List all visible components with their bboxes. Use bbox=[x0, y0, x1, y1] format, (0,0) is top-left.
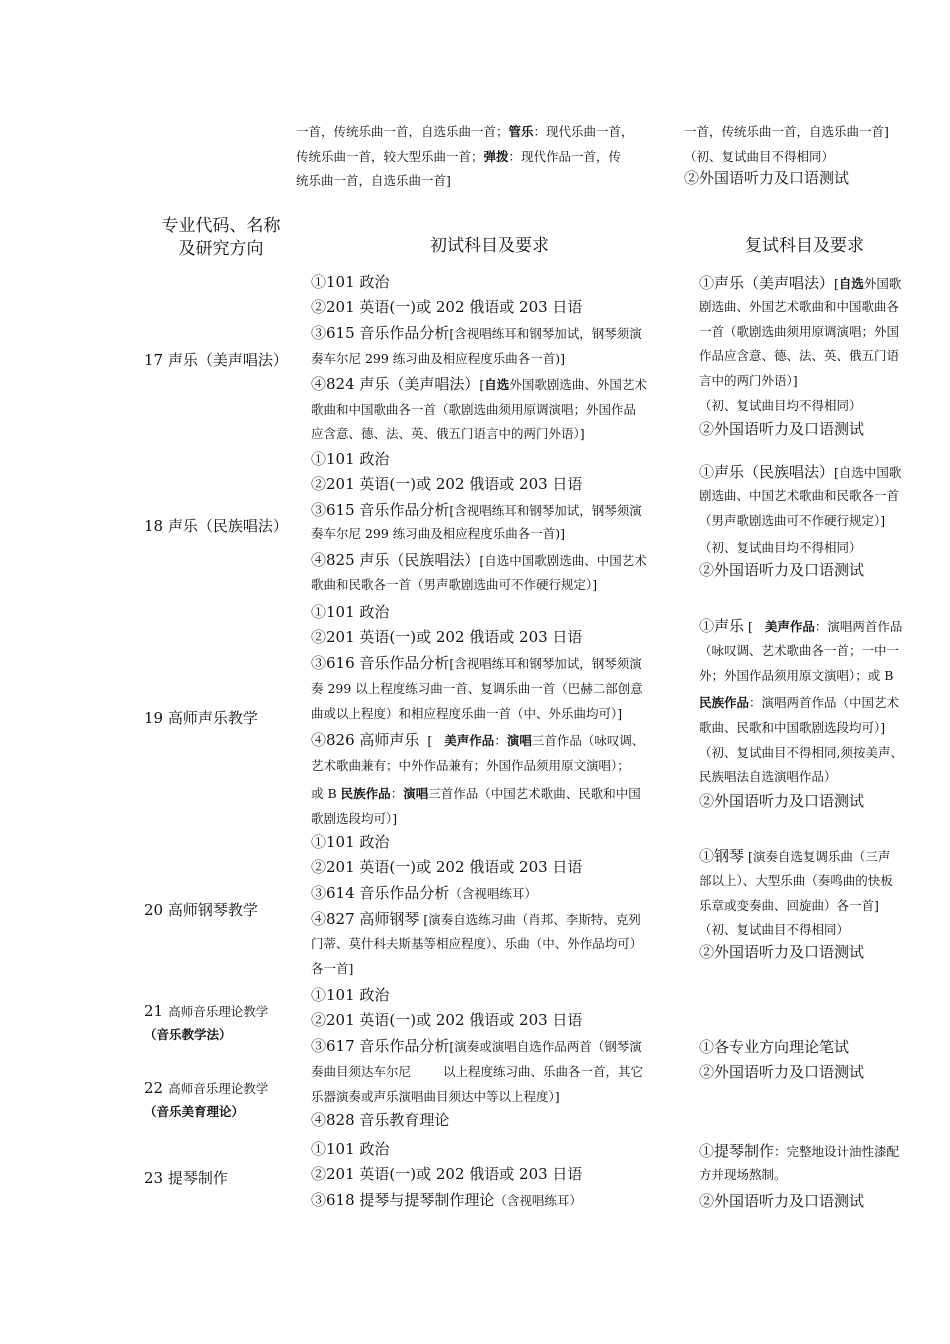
subject-note: [ bbox=[427, 733, 433, 748]
bold-label: 演唱 bbox=[403, 785, 429, 801]
subject-note-line: 乐器演奏或声乐演唱曲目须达中等以上程度）] bbox=[311, 1088, 560, 1104]
bold-label: 美声作品 bbox=[764, 619, 815, 634]
subject-note: [含视唱练耳和钢琴加试，钢琴须演 bbox=[449, 503, 642, 518]
subject-line: ①101 政治 bbox=[311, 603, 390, 621]
subject-note: （含视唱练耳） bbox=[494, 1193, 582, 1208]
text-line: 一首，传统乐曲一首，自选乐曲一首] bbox=[684, 124, 889, 139]
bold-label: 弹拨 bbox=[483, 148, 509, 164]
subject-line: ①101 政治 bbox=[311, 273, 390, 291]
major-name-18: 18 声乐（民族唱法） bbox=[144, 517, 288, 535]
retest-note-line: （初、复试曲目均不得相同） bbox=[699, 540, 862, 555]
subject-note: ：演唱两首作品（中国艺术 bbox=[749, 695, 900, 710]
subject-code: ①提琴制作 bbox=[699, 1142, 775, 1160]
subject-note: [ bbox=[834, 276, 839, 291]
subject-note-line: 门蒂、莫什科夫斯基等相应程度）、乐曲（中、外作品均可） bbox=[311, 936, 643, 951]
text-line: ②外国语听力及口语测试 bbox=[684, 169, 850, 187]
subject-code: ③618 提琴与提琴制作理论 bbox=[311, 1191, 495, 1209]
retest-subjects-17 bbox=[699, 275, 901, 437]
retest-line bbox=[699, 464, 901, 480]
subject-code: ③614 音乐作品分析 bbox=[311, 884, 450, 902]
retest-line: ②外国语听力及口语测试 bbox=[699, 419, 865, 438]
header-major bbox=[146, 218, 296, 258]
retest-line: ②外国语听力及口语测试 bbox=[699, 560, 865, 579]
major-name-line bbox=[144, 1080, 268, 1096]
subject-note: 三首作品（咏叹调、 bbox=[531, 733, 645, 748]
retest-note-line: 民族唱法自选演唱作品） bbox=[699, 769, 837, 784]
major-code: 22 bbox=[144, 1079, 164, 1097]
major-name-22 bbox=[144, 1080, 268, 1119]
major-direction: （音乐教学法） bbox=[144, 1027, 232, 1042]
major-title: 高师音乐理论教学 bbox=[168, 1004, 269, 1019]
subject-note: 外国歌 bbox=[863, 276, 902, 291]
subject-line bbox=[311, 911, 642, 927]
subject-note: [含视唱练耳和钢琴加试，钢琴须演 bbox=[449, 656, 642, 671]
bold-label: 民族作品 bbox=[340, 785, 391, 801]
subject-note: 或 B bbox=[311, 785, 337, 801]
subject-code: ③615 音乐作品分析 bbox=[311, 324, 450, 342]
retest-line bbox=[699, 1143, 899, 1159]
initial-subjects-19 bbox=[311, 605, 644, 825]
subject-note-line: 歌曲和民歌各一首（男声歌剧选曲可不作硬行规定）] bbox=[311, 576, 598, 592]
text-line bbox=[296, 126, 634, 139]
major-name-line bbox=[144, 1003, 268, 1019]
subject-line: ①101 政治 bbox=[311, 986, 390, 1004]
subject-code: ③615 音乐作品分析 bbox=[311, 501, 450, 519]
subject-code: ①钢琴 bbox=[699, 847, 745, 865]
initial-subjects-23 bbox=[311, 1142, 582, 1208]
subject-note-line: 各一首] bbox=[311, 960, 354, 976]
subject-note: 以上程度练习曲、乐曲各一首，其它 bbox=[443, 1064, 644, 1079]
bold-label: 民族作品 bbox=[699, 695, 750, 710]
header-major-line2: 及研究方向 bbox=[178, 239, 264, 259]
retest-line bbox=[699, 694, 903, 710]
subject-code: ④827 高师钢琴 bbox=[311, 910, 420, 928]
text-line: 统乐曲一首，自选乐曲一首] bbox=[296, 173, 451, 188]
subject-note-line bbox=[311, 1066, 643, 1079]
text-span: ：现代乐曲一首， bbox=[533, 124, 634, 139]
major-title: 高师音乐理论教学 bbox=[168, 1081, 269, 1096]
subject-note-line: 应含意、德、法、英、俄五门语言中的两门外语）] bbox=[311, 426, 585, 441]
subject-line: ①101 政治 bbox=[311, 1140, 390, 1158]
initial-subjects-21-22 bbox=[311, 988, 643, 1128]
retest-note-line: （男声歌剧选曲可不作硬行规定）] bbox=[699, 512, 886, 528]
subject-code: ③617 音乐作品分析 bbox=[311, 1037, 450, 1055]
subject-note-line: 奏车尔尼 299 练习曲及相应程度乐曲各一首)] bbox=[311, 351, 566, 366]
retest-note-line: （初、复试曲目均不得相同） bbox=[699, 398, 862, 413]
subject-code: ③616 音乐作品分析 bbox=[311, 654, 450, 672]
retest-line: ②外国语听力及口语测试 bbox=[699, 791, 865, 810]
retest-note-line: 言中的两门外语）] bbox=[699, 372, 798, 388]
retest-subjects-20 bbox=[699, 848, 893, 960]
retest-note-line: 剧选曲、中国艺术歌曲和民歌各一首 bbox=[699, 488, 900, 503]
retest-note-line: 歌曲、民歌和中国歌剧选段均可）] bbox=[699, 720, 886, 735]
subject-note: 三首作品（中国艺术歌曲、民歌和中国 bbox=[428, 785, 641, 801]
retest-line: ②外国语听力及口语测试 bbox=[699, 942, 865, 961]
major-name-21 bbox=[144, 1003, 268, 1042]
retest-subjects-19 bbox=[699, 618, 903, 809]
subject-note-line: 奏 299 以上程度练习曲一首、复调乐曲一首（巴赫二部创意 bbox=[311, 681, 643, 696]
subject-line bbox=[311, 552, 647, 568]
bold-label: 演唱 bbox=[506, 733, 532, 748]
subject-line: ②201 英语(一)或 202 俄语或 203 日语 bbox=[311, 628, 583, 646]
subject-line bbox=[311, 325, 647, 341]
text-span: 传统乐曲一首，较大型乐曲一首； bbox=[296, 148, 484, 164]
bold-label: 自选 bbox=[484, 376, 510, 392]
retest-line: ②外国语听力及口语测试 bbox=[699, 1063, 865, 1081]
retest-line bbox=[699, 618, 903, 634]
retest-note-line: 方并现场熬制。 bbox=[699, 1167, 787, 1182]
subject-code: ④824 声乐（美声唱法） bbox=[311, 374, 480, 393]
continuation-retest bbox=[684, 126, 889, 186]
text-line bbox=[296, 148, 634, 164]
subject-note-line: 歌曲和中国歌曲各一首（歌剧选曲须用原调演唱；外国作品 bbox=[311, 401, 637, 417]
subject-line: ②201 英语(一)或 202 俄语或 203 日语 bbox=[311, 858, 583, 876]
header-initial-exam: 初试科目及要求 bbox=[430, 236, 549, 256]
subject-note: ：完整地设计油性漆配 bbox=[774, 1144, 900, 1159]
major-name-20: 20 高师钢琴教学 bbox=[144, 901, 258, 919]
subject-note: [演奏自选复调乐曲（三声 bbox=[748, 849, 891, 864]
subject-line: ②201 英语(一)或 202 俄语或 203 日语 bbox=[311, 1011, 583, 1029]
subject-line: ①101 政治 bbox=[311, 833, 390, 851]
subject-note: [ bbox=[748, 619, 753, 634]
retest-note-line: 乐章或变奏曲、回旋曲）各一首] bbox=[699, 897, 879, 913]
initial-subjects-20 bbox=[311, 835, 642, 975]
subject-line bbox=[311, 732, 644, 748]
subject-line bbox=[311, 376, 647, 392]
retest-subjects-18 bbox=[699, 464, 901, 578]
subject-note: （含视唱练耳） bbox=[449, 886, 537, 901]
subject-line: ①101 政治 bbox=[311, 450, 390, 468]
text-line: （初、复试曲目不得相同） bbox=[684, 148, 835, 164]
subject-code: ①声乐（美声唱法） bbox=[699, 274, 835, 292]
continuation-initial bbox=[296, 126, 634, 188]
subject-note: [ bbox=[479, 376, 485, 392]
retest-subjects-21-22 bbox=[699, 1040, 864, 1080]
subject-line bbox=[311, 655, 644, 671]
subject-line bbox=[311, 1038, 643, 1054]
retest-line bbox=[699, 848, 893, 864]
retest-note-line: 部以上）、大型乐曲（奏鸣曲的快板 bbox=[699, 873, 893, 888]
subject-note: 奏曲目须达车尔尼 bbox=[311, 1064, 412, 1079]
subject-note-line: 曲或以上程度）和相应程度乐曲一首（中、外乐曲均可）] bbox=[311, 705, 623, 721]
retest-note-line: 剧选曲、外国艺术歌曲和中国歌曲各 bbox=[699, 299, 900, 314]
initial-subjects-17 bbox=[311, 275, 647, 441]
major-code: 21 bbox=[144, 1002, 164, 1020]
subject-line bbox=[311, 502, 647, 518]
major-name-23: 23 提琴制作 bbox=[144, 1169, 228, 1187]
header-retest-exam: 复试科目及要求 bbox=[745, 236, 864, 256]
subject-line bbox=[311, 885, 642, 901]
text-span: ：现代作品一首，传 bbox=[508, 148, 622, 164]
subject-code: ④825 声乐（民族唱法） bbox=[311, 550, 480, 569]
subject-code: ①声乐（民族唱法） bbox=[699, 463, 835, 481]
subject-note: ： bbox=[390, 785, 404, 801]
subject-note-line: 艺术歌曲兼有；中外作品兼有；外国作品须用原文演唱）； bbox=[311, 758, 630, 773]
subject-note: [含视唱练耳和钢琴加试，钢琴须演 bbox=[449, 326, 642, 341]
subject-note: [演奏或演唱自选作品两首（钢琴演 bbox=[449, 1039, 642, 1054]
subject-note: [自选中国歌剧选曲、中国艺术 bbox=[479, 552, 647, 568]
subject-note: [演奏自选练习曲（肖邦、李斯特、克列 bbox=[423, 912, 641, 927]
text-span: 一首，传统乐曲一首，自选乐曲一首； bbox=[296, 124, 509, 139]
retest-note-line: 外；外国作品须用原文演唱）；或 B bbox=[699, 667, 894, 683]
retest-line bbox=[699, 275, 901, 291]
subject-note: ：演唱两首作品 bbox=[814, 619, 903, 634]
subject-line: ②201 英语(一)或 202 俄语或 203 日语 bbox=[311, 475, 583, 493]
subject-line: ②201 英语(一)或 202 俄语或 203 日语 bbox=[311, 298, 583, 316]
retest-note-line: （咏叹调、艺术歌曲各一首；一中一 bbox=[699, 643, 900, 658]
subject-line: ④828 音乐教育理论 bbox=[311, 1111, 450, 1129]
major-direction: （音乐美育理论） bbox=[144, 1104, 245, 1119]
retest-note-line: （初、复试曲目不得相同） bbox=[699, 922, 850, 937]
subject-line: ②201 英语(一)或 202 俄语或 203 日语 bbox=[311, 1165, 583, 1183]
subject-note: [自选中国歌 bbox=[834, 465, 902, 480]
subject-line bbox=[311, 785, 644, 801]
major-name-19: 19 高师声乐教学 bbox=[144, 709, 258, 727]
retest-subjects-23 bbox=[699, 1143, 899, 1209]
subject-code: ④826 高师声乐 bbox=[311, 731, 420, 749]
subject-line bbox=[311, 1192, 582, 1208]
retest-note-line: 一首（歌剧选曲须用原调演唱；外国 bbox=[699, 323, 900, 339]
retest-note-line: （初、复试曲目不得相同,须按美声、 bbox=[699, 744, 903, 760]
subject-note-line: 奏车尔尼 299 练习曲及相应程度乐曲各一首)] bbox=[311, 526, 566, 541]
header-major-line1: 专业代码、名称 bbox=[161, 216, 281, 236]
bold-label: 管乐 bbox=[508, 124, 534, 139]
retest-line: ②外国语听力及口语测试 bbox=[699, 1191, 865, 1210]
retest-line: ①各专业方向理论笔试 bbox=[699, 1038, 850, 1056]
major-name-17: 17 声乐（美声唱法） bbox=[144, 351, 288, 369]
initial-subjects-18 bbox=[311, 452, 647, 591]
bold-label: 美声作品 bbox=[444, 733, 495, 748]
subject-note: 外国歌剧选曲、外国艺术 bbox=[509, 376, 647, 392]
subject-code: ①声乐 bbox=[699, 617, 745, 635]
bold-label: 自选 bbox=[838, 276, 864, 291]
subject-note-line: 歌剧选段均可）] bbox=[311, 810, 398, 826]
retest-note-line: 作品应含意、德、法、英、俄五门语 bbox=[699, 348, 900, 363]
subject-note: ： bbox=[494, 733, 507, 748]
